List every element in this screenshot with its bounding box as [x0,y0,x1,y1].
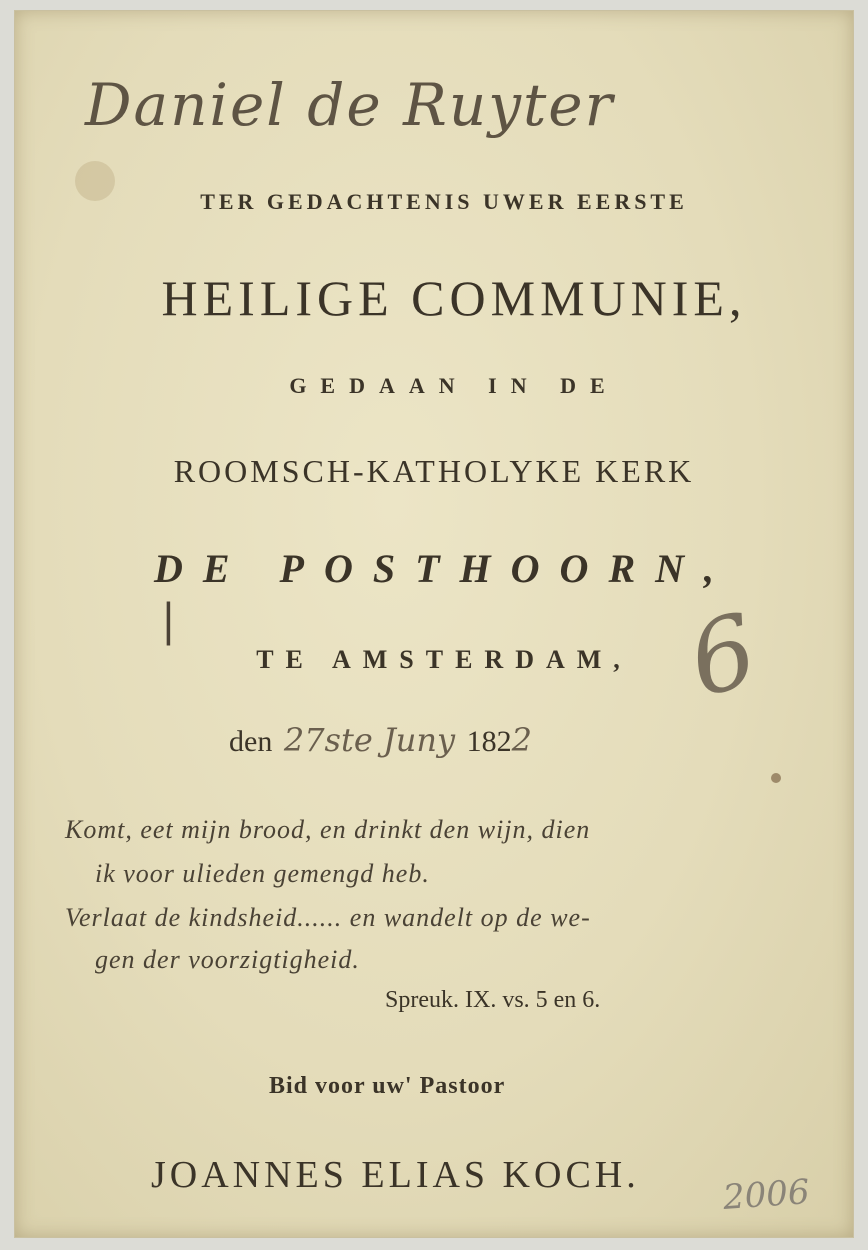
pastor-name: JOANNES ELIAS KOCH. [151,1154,640,1196]
verse-line: Komt, eet mijn brood, en drinkt den wijn, dien [65,815,591,844]
verse-line: ik voor ulieden gemengd heb. [95,859,430,888]
date-line [229,721,532,759]
margin-mark: 6 [677,591,768,720]
verse-line: gen der voorzigtigheid. [95,945,360,974]
prayer-line: Bid voor uw' Pastoor [269,1073,506,1099]
date-year-handwritten: 2 [511,721,532,759]
catalog-number: 2006 [721,1172,811,1218]
verse-line: Verlaat de kindsheid...... en wandelt op de we- [65,903,591,932]
verse-reference: Spreuk. IX. vs. 5 en 6. [385,987,601,1013]
gedaan-line: GEDAAN IN DE [289,373,619,398]
date-prefix: den [229,725,273,758]
pencil-mark: | [161,595,176,646]
heading-main: HEILIGE COMMUNIE, [161,270,747,326]
paper-stain [771,773,781,783]
communion-card [14,10,854,1238]
church-line: ROOMSCH-KATHOLYKE KERK [173,453,695,489]
date-handwritten: 27ste Juny [283,721,456,759]
church-name: DE POSTHOORN, [153,546,735,591]
heading-top: TER GEDACHTENIS UWER EERSTE [200,189,688,214]
city-line: TE AMSTERDAM, [256,645,632,674]
handwritten-signature: Daniel de Ruyter [85,71,615,139]
date-year: 182 [466,725,512,758]
